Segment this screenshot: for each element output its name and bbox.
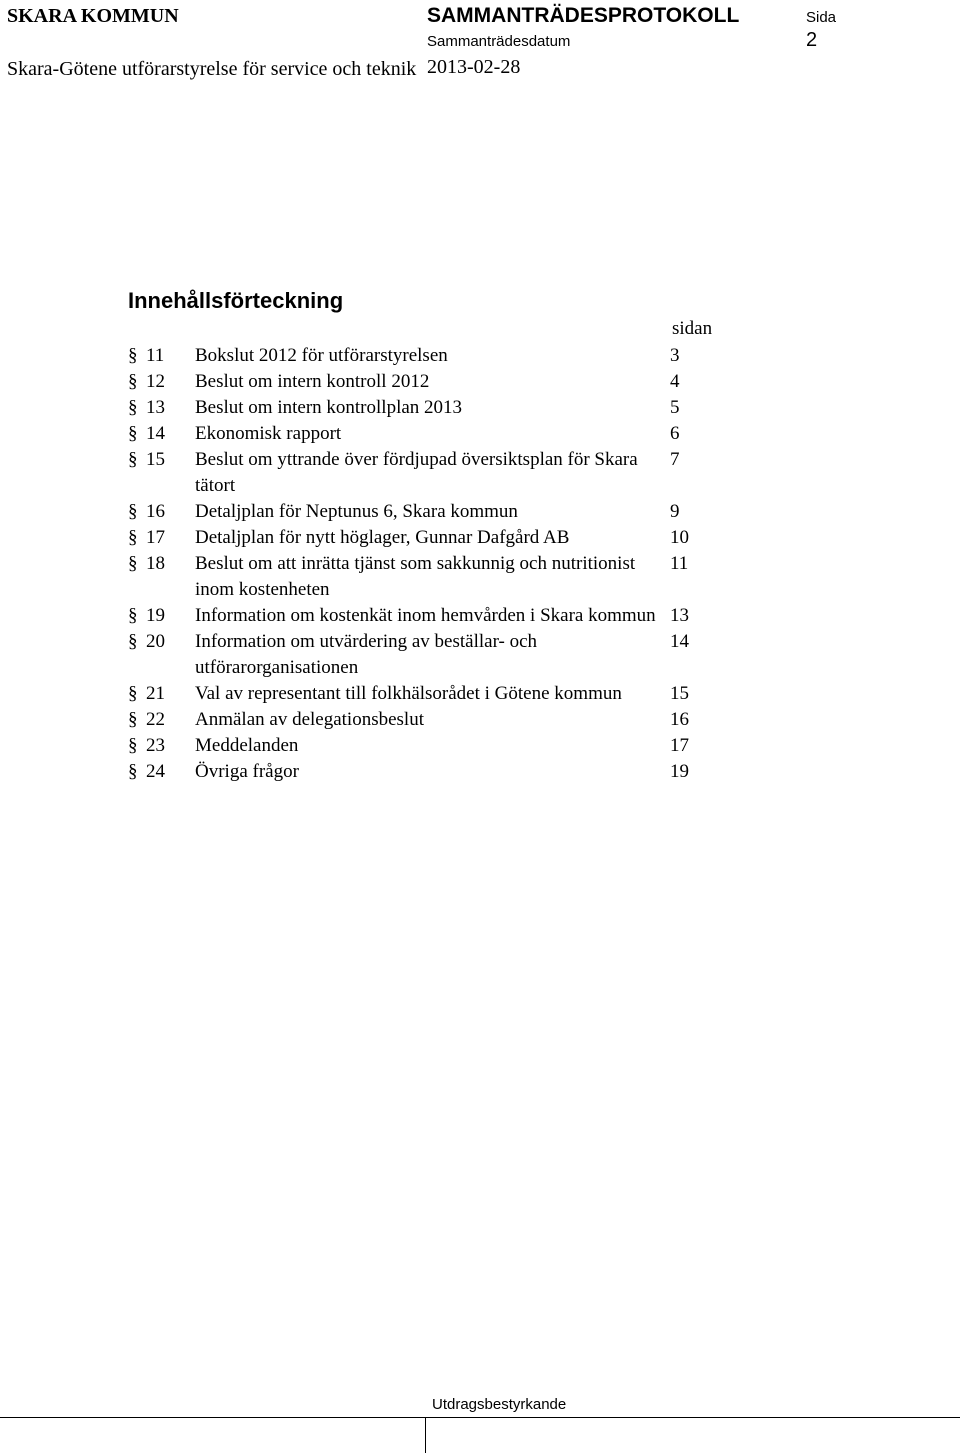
toc-entry-number: 20 bbox=[146, 631, 165, 652]
toc-entry bbox=[128, 629, 768, 681]
toc-entry bbox=[128, 551, 768, 603]
toc-entry-title: Övriga frågor bbox=[195, 761, 299, 782]
toc-entry-page: 3 bbox=[670, 345, 680, 366]
document-type: SAMMANTRÄDESPROTOKOLL bbox=[427, 4, 740, 27]
toc-entry bbox=[128, 343, 768, 369]
page-number: 2 bbox=[806, 29, 818, 51]
toc-entry-page: 9 bbox=[670, 501, 680, 522]
toc-entry-page: 10 bbox=[670, 527, 689, 548]
toc-entry-number: 22 bbox=[146, 709, 165, 730]
toc-entry-number: 19 bbox=[146, 605, 165, 626]
toc-entry-title: Ekonomisk rapport bbox=[195, 423, 342, 444]
toc-entry-title: Information om utvärdering av beställar- och utförarorganisationen bbox=[195, 631, 538, 678]
committee-name: Skara-Götene utförarstyrelse för service och teknik bbox=[7, 58, 417, 80]
section-symbol: § bbox=[128, 397, 138, 418]
toc-entry bbox=[128, 733, 768, 759]
toc-entry bbox=[128, 421, 768, 447]
toc-entry-number: 16 bbox=[146, 501, 165, 522]
toc-entry-page: 6 bbox=[670, 423, 680, 444]
toc-entry bbox=[128, 759, 768, 785]
toc-entry-number: 21 bbox=[146, 683, 165, 704]
meeting-date: 2013-02-28 bbox=[427, 56, 521, 78]
toc-entry-title: Beslut om intern kontroll 2012 bbox=[195, 371, 430, 392]
toc-list bbox=[128, 343, 768, 785]
toc-entry-title: Meddelanden bbox=[195, 735, 299, 756]
footer-vertical-divider bbox=[425, 1417, 426, 1453]
toc-entry-title: Beslut om yttrande över fördjupad översiktsplan för Skara tätort bbox=[195, 449, 638, 496]
toc-entry-number: 13 bbox=[146, 397, 165, 418]
toc-entry-page: 14 bbox=[670, 631, 689, 652]
toc-entry-number: 23 bbox=[146, 735, 165, 756]
toc-entry bbox=[128, 447, 768, 499]
toc-entry-page: 15 bbox=[670, 683, 689, 704]
toc-entry-number: 18 bbox=[146, 553, 165, 574]
toc-entry-title: Detaljplan för nytt höglager, Gunnar Dafgård AB bbox=[195, 527, 570, 548]
toc-entry-page: 16 bbox=[670, 709, 689, 730]
toc-entry-number: 24 bbox=[146, 761, 165, 782]
organization-name: SKARA KOMMUN bbox=[7, 5, 179, 27]
toc-entry-page: 11 bbox=[670, 553, 689, 574]
page-column-label: sidan bbox=[672, 318, 713, 339]
section-symbol: § bbox=[128, 761, 138, 782]
section-symbol: § bbox=[128, 553, 138, 574]
toc-entry-page: 7 bbox=[670, 449, 680, 470]
toc-entry bbox=[128, 707, 768, 733]
section-symbol: § bbox=[128, 345, 138, 366]
toc-entry-title: Beslut om intern kontrollplan 2013 bbox=[195, 397, 463, 418]
toc-entry-page: 5 bbox=[670, 397, 680, 418]
toc-entry-number: 15 bbox=[146, 449, 165, 470]
toc-entry-title: Information om kostenkät inom hemvården i Skara kommun bbox=[195, 605, 656, 626]
date-label: Sammanträdesdatum bbox=[427, 33, 571, 50]
toc-entry-number: 12 bbox=[146, 371, 165, 392]
toc-entry-page: 4 bbox=[670, 371, 680, 392]
toc-entry bbox=[128, 395, 768, 421]
toc-entry-title: Val av representant till folkhälsorådet i Götene kommun bbox=[195, 683, 622, 704]
section-symbol: § bbox=[128, 631, 138, 652]
toc-entry bbox=[128, 369, 768, 395]
section-symbol: § bbox=[128, 683, 138, 704]
toc-entry-number: 17 bbox=[146, 527, 165, 548]
section-symbol: § bbox=[128, 423, 138, 444]
toc-entry bbox=[128, 525, 768, 551]
section-symbol: § bbox=[128, 735, 138, 756]
toc-entry-page: 13 bbox=[670, 605, 689, 626]
page-label: Sida bbox=[806, 9, 837, 26]
toc-entry-number: 11 bbox=[146, 345, 165, 366]
toc-title: Innehållsförteckning bbox=[128, 288, 344, 313]
toc-entry-title: Bokslut 2012 för utförarstyrelsen bbox=[195, 345, 448, 366]
toc-entry-title: Detaljplan för Neptunus 6, Skara kommun bbox=[195, 501, 518, 522]
section-symbol: § bbox=[128, 527, 138, 548]
toc-entry-number: 14 bbox=[146, 423, 165, 444]
section-symbol: § bbox=[128, 605, 138, 626]
section-symbol: § bbox=[128, 371, 138, 392]
toc-entry-title: Beslut om att inrätta tjänst som sakkunnig och nutritionist inom kostenheten bbox=[195, 553, 636, 600]
toc-entry-title: Anmälan av delegationsbeslut bbox=[195, 709, 424, 730]
toc-entry bbox=[128, 499, 768, 525]
toc-entry bbox=[128, 603, 768, 629]
toc-entry-page: 17 bbox=[670, 735, 689, 756]
section-symbol: § bbox=[128, 449, 138, 470]
section-symbol: § bbox=[128, 501, 138, 522]
footer-divider bbox=[0, 1417, 960, 1418]
footer-label: Utdragsbestyrkande bbox=[432, 1396, 567, 1413]
section-symbol: § bbox=[128, 709, 138, 730]
toc-entry-page: 19 bbox=[670, 761, 689, 782]
toc-entry bbox=[128, 681, 768, 707]
